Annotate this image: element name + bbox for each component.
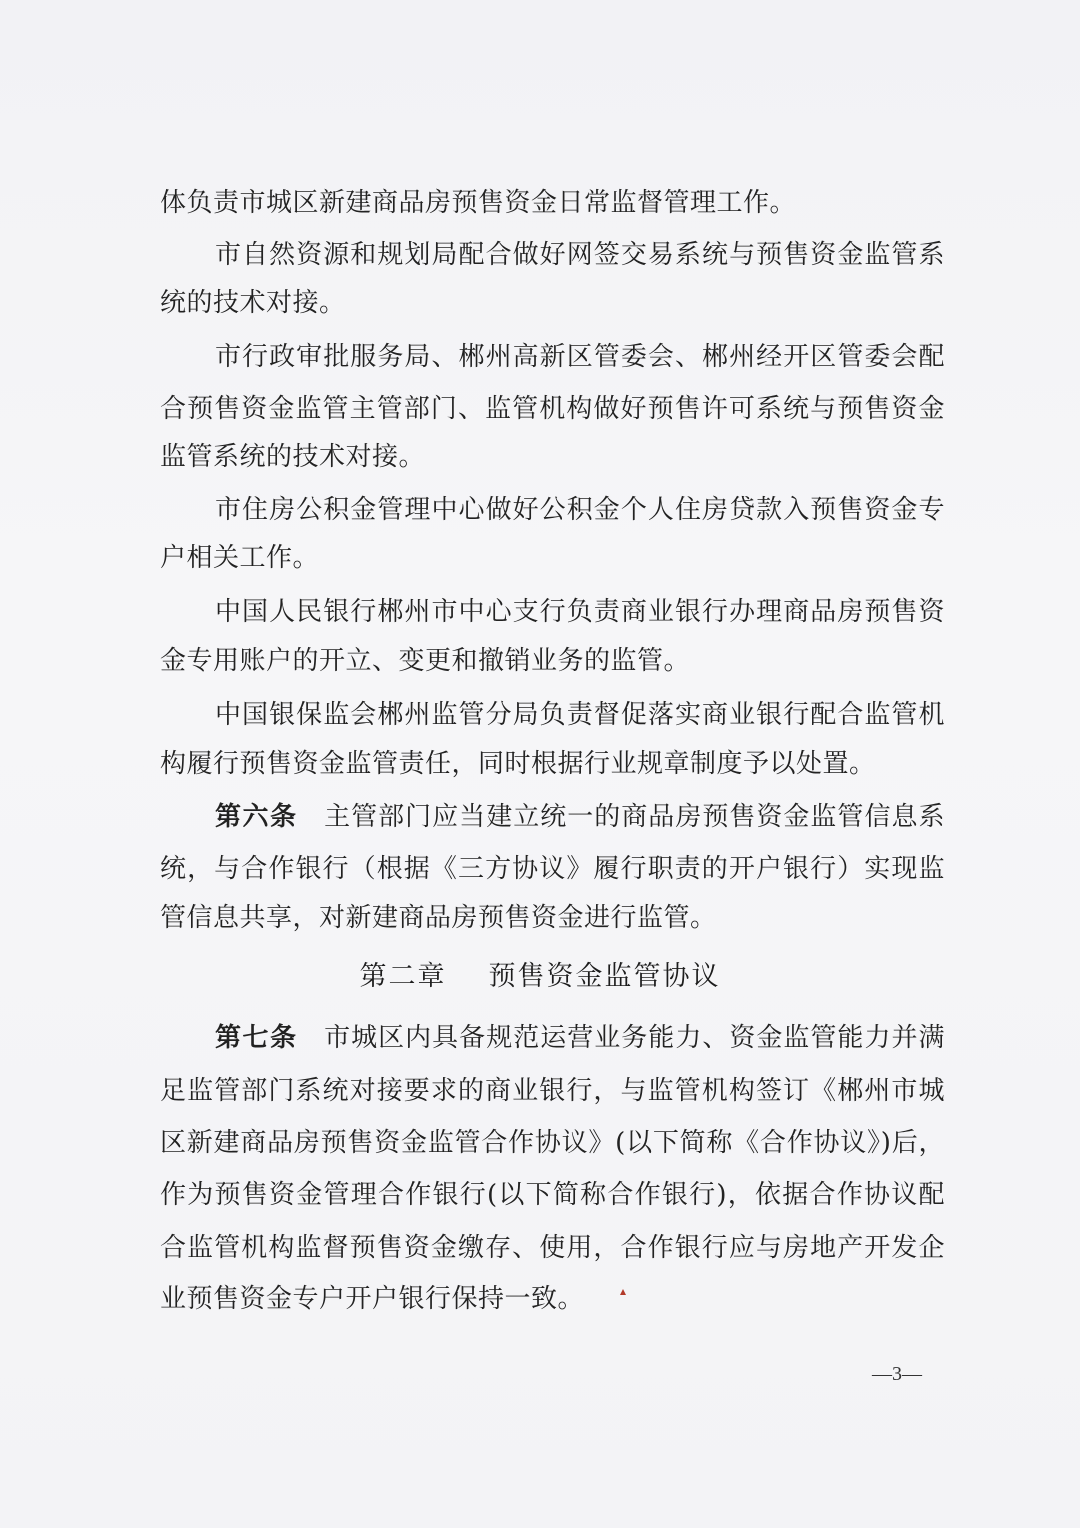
text-line: 管信息共享，对新建商品房预售资金进行监管。 — [160, 903, 717, 933]
text-line: 业预售资金专户开户银行保持一致。 — [160, 1284, 585, 1314]
text-line: 足监管部门系统对接要求的商业银行，与监管机构签订《郴州市城 — [160, 1076, 945, 1106]
chapter-heading — [0, 955, 1080, 999]
text-line: 金专用账户的开立、变更和撤销业务的监管。 — [160, 646, 691, 676]
article-7-label: 第七条 — [215, 1023, 298, 1053]
text-line: 中国人民银行郴州市中心支行负责商业银行办理商品房预售资 — [215, 597, 945, 627]
article-7-text: 市城区内具备规范运营业务能力、资金监管能力并满 — [323, 1023, 945, 1053]
page-number: —3— — [872, 1363, 922, 1385]
text-line: 市住房公积金管理中心做好公积金个人住房贷款入预售资金专 — [215, 495, 945, 525]
article-6-first-line — [215, 797, 945, 837]
article-6-text: 主管部门应当建立统一的商品房预售资金监管信息系 — [323, 802, 945, 832]
text-line: 中国银保监会郴州监管分局负责督促落实商业银行配合监管机 — [215, 700, 945, 730]
text-line: 统，与合作银行（根据《三方协议》履行职责的开户银行）实现监 — [160, 854, 945, 884]
text-line: 合监管机构监督预售资金缴存、使用，合作银行应与房地产开发企 — [160, 1233, 945, 1263]
text-line: 体负责市城区新建商品房预售资金日常监督管理工作。 — [160, 188, 797, 218]
chapter-number: 第二章 — [359, 961, 447, 992]
article-6-label: 第六条 — [215, 802, 298, 832]
text-line: 户相关工作。 — [160, 543, 320, 573]
text-line: 构履行预售资金监管责任，同时根据行业规章制度予以处置。 — [160, 749, 876, 779]
text-line: 统的技术对接。 — [160, 288, 346, 318]
chapter-title: 预售资金监管协议 — [488, 961, 721, 992]
text-line: 市行政审批服务局、郴州高新区管委会、郴州经开区管委会配 — [215, 342, 945, 372]
scan-mark-icon — [620, 1289, 626, 1295]
article-7-first-line — [215, 1018, 945, 1058]
text-line: 市自然资源和规划局配合做好网签交易系统与预售资金监管系 — [215, 240, 945, 270]
text-line: 监管系统的技术对接。 — [160, 442, 426, 472]
text-line: 作为预售资金管理合作银行(以下简称合作银行)，依据合作协议配 — [160, 1180, 945, 1210]
text-line: 区新建商品房预售资金监管合作协议》(以下简称《合作协议》)后， — [160, 1128, 945, 1158]
text-line: 合预售资金监管主管部门、监管机构做好预售许可系统与预售资金 — [160, 394, 945, 424]
